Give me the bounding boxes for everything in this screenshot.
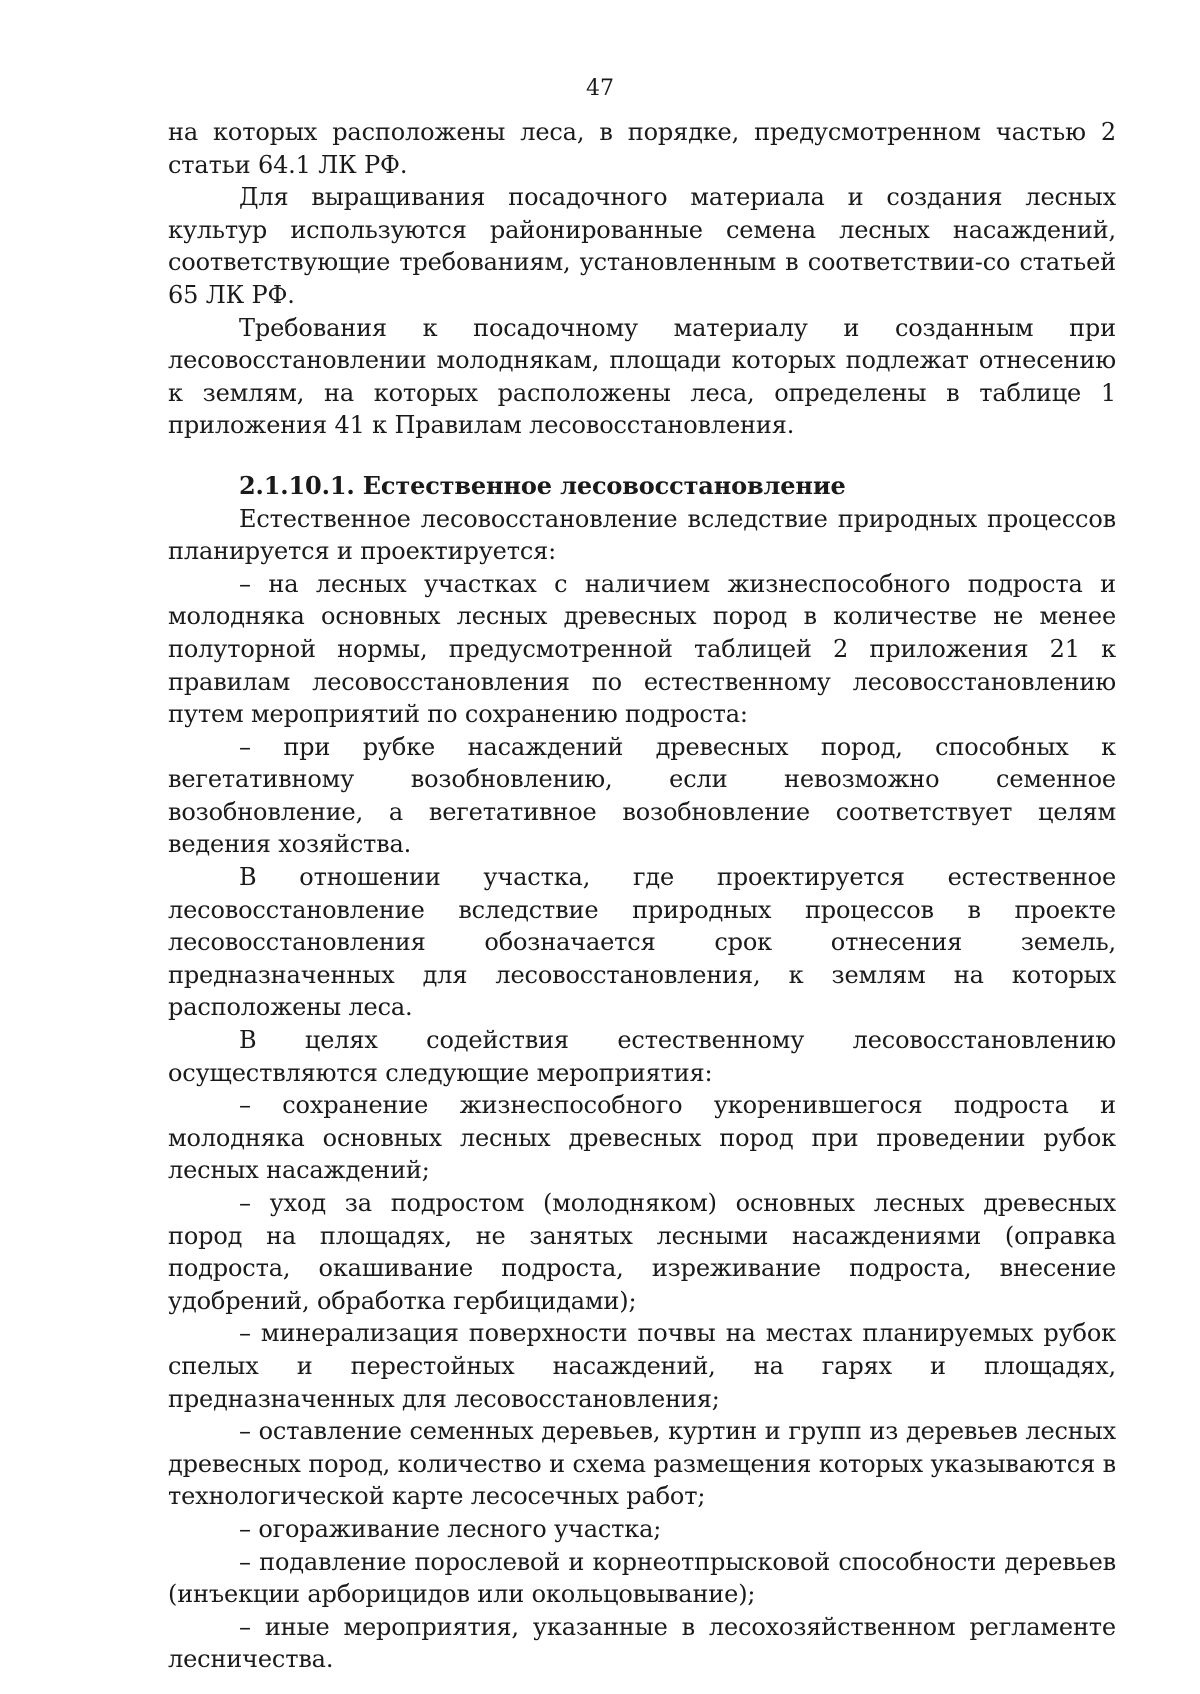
page-number: 47 (586, 76, 614, 101)
list-item-other-measures: – иные мероприятия, указанные в лесохозяйственном регламенте лесничества. (168, 1612, 1116, 1674)
list-item-shoot-suppression: – подавление порослевой и корнеотпрысковой способности деревьев (инъекции арборицидов или окольцовывание); (168, 1547, 1116, 1609)
list-item-fencing: – огораживание лесного участка; (239, 1514, 662, 1543)
paragraph-assistance-measures-intro: В целях содействия естественному лесовосстановлению осуществляются следующие мероприятия: (168, 1026, 1116, 1087)
list-item-undergrowth-care: – уход за подростом (молодняком) основных лесных древесных пород на площадях, не занятых лесными насаждениями (оправка подроста, окашивание подроста, изреживание подроста, внесение удобрений, обработка гербицидами); (168, 1189, 1116, 1315)
section-heading: 2.1.10.1. Естественное лесовосстановление (239, 470, 846, 500)
list-item-soil-mineralization: – минерализация поверхности почвы на местах планируемых рубок спелых и перестойных насаждений, на гарях и площадях, предназначенных для лесовосстановления; (168, 1319, 1116, 1413)
paragraph-planting-requirements: Требования к посадочному материалу и созданным при лесовосстановлении молоднякам, площади которых подлежат отнесению к землям, на которых расположены леса, определены в таблице 1 приложения 41 к Правилам лесовосстановления. (168, 313, 1116, 440)
list-item-undergrowth-plots: – на лесных участках с наличием жизнеспособного подроста и молодняка основных лесных древесных пород в количестве не менее полуторной нормы, предусмотренной таблицей 2 приложения 21 к правилам лесовосстановления по естественному лесовосстановлению путем мероприятий по сохранению подроста: (168, 569, 1116, 729)
document-body (168, 116, 1116, 1676)
paragraph-continuation: на которых расположены леса, в порядке, предусмотренном частью 2 статьи 64.1 ЛК РФ. (168, 118, 1116, 179)
list-item-undergrowth-preservation: – сохранение жизнеспособного укоренившегося подроста и молодняка основных лесных древесных пород при проведении рубок лесных насаждений; (168, 1091, 1116, 1185)
paragraph-land-transfer-term: В отношении участка, где проектируется естественное лесовосстановление вследствие природных процессов в проекте лесовосстановления обозначается срок отнесения земель, предназначенных для лесовосстановления, к землям на которых расположены леса. (168, 863, 1116, 1022)
paragraph-natural-regeneration-intro: Естественное лесовосстановление вследствие природных процессов планируется и проектируется: (168, 504, 1116, 566)
list-item-seed-trees: – оставление семенных деревьев, куртин и групп из деревьев лесных древесных пород, количество и схема размещения которых указываются в технологической карте лесосечных работ; (168, 1417, 1116, 1511)
list-item-vegetative-renewal: – при рубке насаждений древесных пород, способных к вегетативному возобновлению, если невозможно семенное возобновление, а вегетативное возобновление соответствует целям ведения хозяйства. (168, 732, 1116, 859)
paragraph-planting-seeds: Для выращивания посадочного материала и создания лесных культур используются районированные семена лесных насаждений, соответствующие требованиям, установленным в соответствии-со статьей 65 ЛК РФ. (168, 183, 1116, 309)
